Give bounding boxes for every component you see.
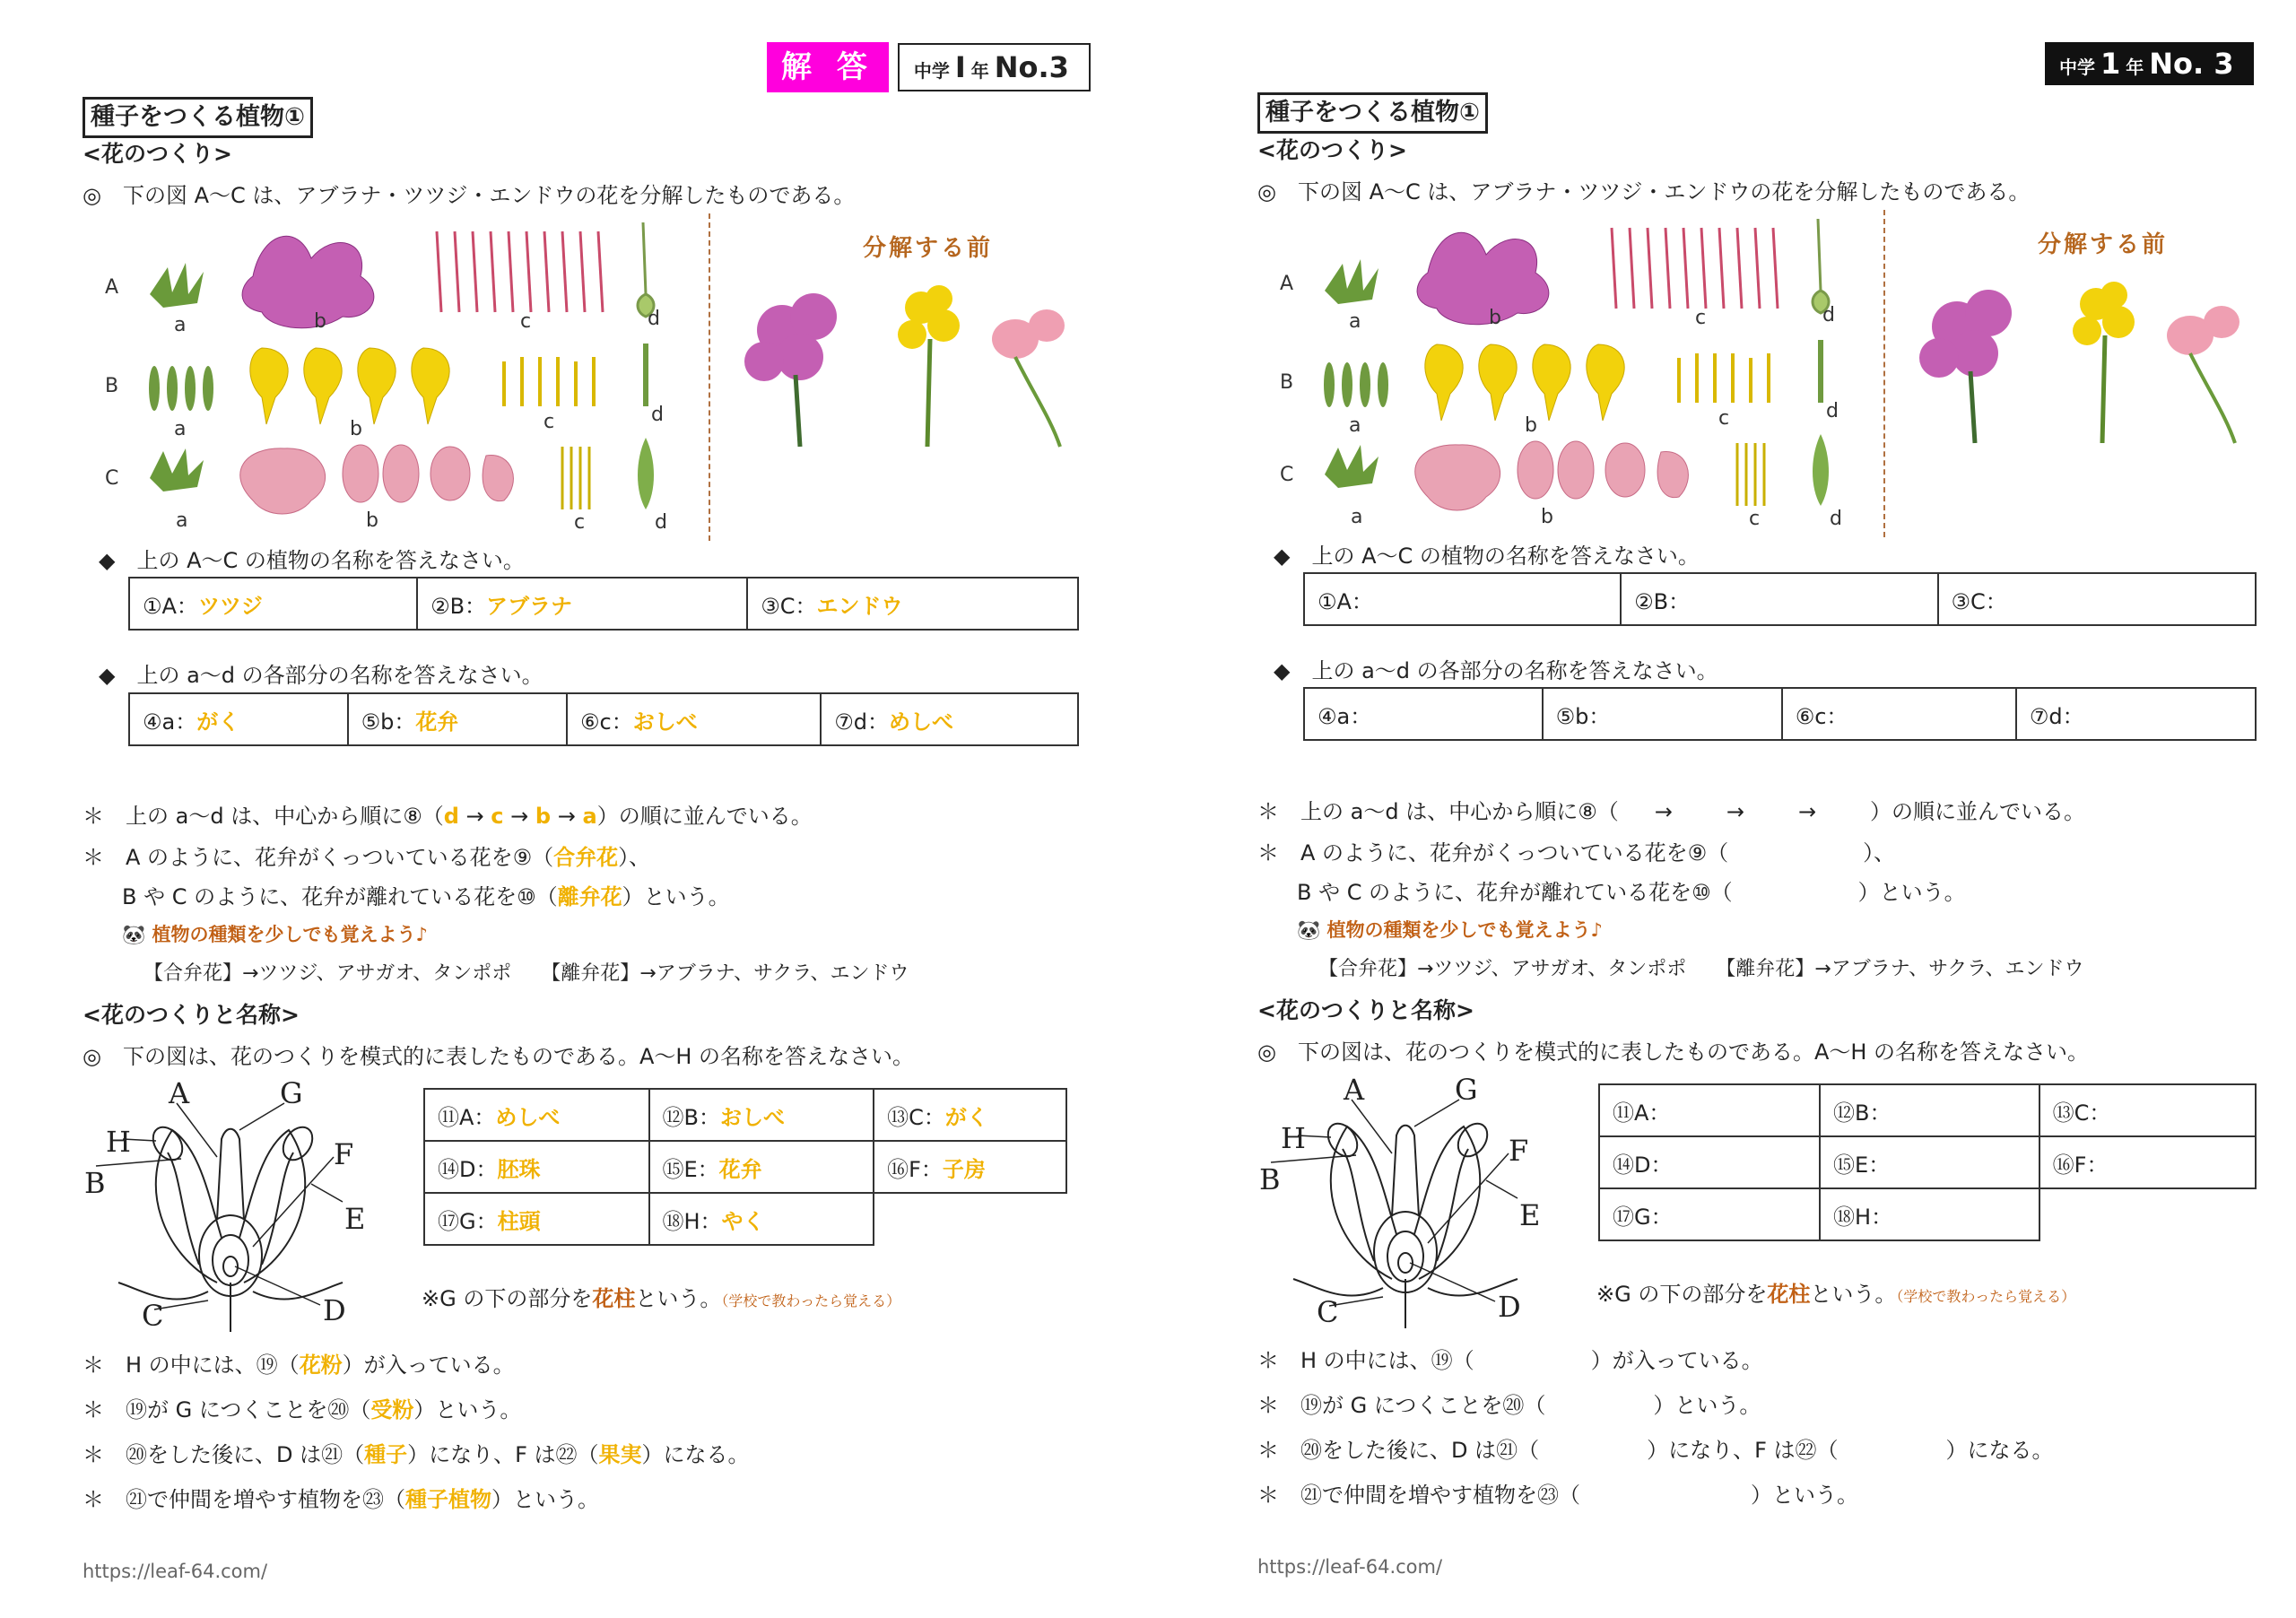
part-label-c: c xyxy=(544,411,555,433)
answer-input-cell[interactable]: ⑮E： xyxy=(1820,1136,2039,1188)
section-heading: <花のつくり> xyxy=(83,141,232,167)
statement-pollen: ＊ H の中には、⑲（ ）が入っている。 xyxy=(1257,1348,1763,1373)
worksheet-page xyxy=(1157,0,2296,1618)
part-label-c: c xyxy=(1749,508,1761,530)
part-label-b: b xyxy=(366,509,378,532)
label-b: B xyxy=(1259,1162,1281,1196)
flower-figure xyxy=(83,213,1105,541)
label-a: A xyxy=(169,1076,190,1110)
answer-cell: ⑱H：やく xyxy=(649,1193,874,1245)
part-label-b: b xyxy=(1541,506,1553,528)
question-1: ◆ 上の A～C の植物の名称を答えなさい。 xyxy=(1274,544,1700,569)
part-label-d: d xyxy=(1826,400,1839,422)
intro-text: ◎ 下の図 A～C は、アブラナ・ツツジ・エンドウの花を分解したものである。 xyxy=(83,183,856,208)
answer-cell: ①A：ツツジ xyxy=(129,578,417,630)
style-note: ※G の下の部分を花柱という。（学校で教わったら覚える） xyxy=(1596,1282,2076,1307)
answer-input-cell[interactable]: ⑯F： xyxy=(2039,1136,2256,1188)
answer-cell: ⑭D：胚珠 xyxy=(424,1141,649,1193)
grade-box xyxy=(898,43,1091,91)
part-label-b: b xyxy=(1525,414,1537,437)
statement-seed-plant: ＊ ㉑で仲間を増やす植物を㉓（種子植物）という。 xyxy=(83,1487,599,1512)
part-label-b: b xyxy=(1489,307,1501,329)
answer-cell: ⑪A：めしべ xyxy=(424,1089,649,1141)
part-label-a: a xyxy=(1349,414,1361,437)
row-c-parts xyxy=(150,438,654,514)
section-heading: <花のつくり> xyxy=(1257,137,1407,163)
part-label-c: c xyxy=(1718,407,1730,430)
grade-box xyxy=(2045,42,2254,85)
sheet-number: No.3 xyxy=(994,50,1069,84)
part-label-a: a xyxy=(1349,310,1361,333)
statement-order: ＊ 上の a～d は、中心から順に⑧（ → → → ）の順に並んでいる。 xyxy=(1257,799,2086,824)
structure-name-table xyxy=(1598,1083,2257,1241)
answer-cell: ④a：がく xyxy=(129,693,348,745)
plant-name-table xyxy=(1303,572,2257,626)
label-c: C xyxy=(1317,1295,1339,1329)
label-g: G xyxy=(280,1076,303,1110)
statement-pollen: ＊ H の中には、⑲（花粉）が入っている。 xyxy=(83,1353,515,1378)
figure-divider xyxy=(709,213,710,541)
structure-name-table xyxy=(423,1088,1067,1246)
sheet-number: No. 3 xyxy=(2149,47,2234,81)
before-label: 分解する前 xyxy=(2038,231,2169,258)
label-d: D xyxy=(323,1293,346,1327)
part-label-d: d xyxy=(1822,304,1835,326)
answer-input-cell[interactable]: ⑤b： xyxy=(1543,688,1782,740)
row-label-c: C xyxy=(105,467,119,490)
statement-gouben: ＊ A のように、花弁がくっついている花を⑨（合弁花）、 xyxy=(83,845,651,870)
row-b-parts xyxy=(1324,340,1821,421)
answer-cell: ⑯F：子房 xyxy=(874,1141,1066,1193)
part-label-a: a xyxy=(176,509,188,532)
part-label-d: d xyxy=(648,308,660,330)
label-e: E xyxy=(344,1202,366,1236)
row-a-parts xyxy=(1325,219,1829,325)
part-name-table xyxy=(128,692,1079,746)
answer-cell: ③C：エンドウ xyxy=(747,578,1078,630)
answer-input-cell[interactable]: ④a： xyxy=(1304,688,1543,740)
flower-structure-diagram xyxy=(83,1076,387,1336)
row-label-b: B xyxy=(1280,371,1294,394)
statement-seed-fruit: ＊ ⑳をした後に、D は㉑（ ）になり、F は㉒（ ）になる。 xyxy=(1257,1438,2054,1463)
part-label-d: d xyxy=(1830,508,1842,530)
row-label-a: A xyxy=(105,276,119,299)
answer-cell: ⑫B：おしべ xyxy=(649,1089,874,1141)
statement-riben: B や C のように、花弁が離れている花を⑩（離弁花）という。 xyxy=(122,884,730,909)
before-illustrations xyxy=(1919,282,2239,443)
statement-seed-fruit: ＊ ⑳をした後に、D は㉑（種子）になり、F は㉒（果実）になる。 xyxy=(83,1442,750,1467)
answer-cell: ⑥c：おしべ xyxy=(567,693,821,745)
part-label-b: b xyxy=(314,310,326,333)
before-label: 分解する前 xyxy=(863,235,994,262)
row-label-a: A xyxy=(1280,273,1294,295)
answer-cell: ②B：アブラナ xyxy=(417,578,747,630)
label-f: F xyxy=(334,1137,354,1171)
page-title: 種子をつくる植物① xyxy=(1257,92,1488,134)
statement-riben: B や C のように、花弁が離れている花を⑩（ ）という。 xyxy=(1297,880,1966,905)
flower-structure-diagram xyxy=(1257,1073,1562,1333)
answer-input-cell[interactable]: ③C： xyxy=(1938,573,2257,625)
answer-input-cell[interactable]: ⑪A： xyxy=(1599,1084,1820,1136)
grade-small: 中学 xyxy=(2059,57,2095,78)
answer-cell: ⑰G：柱頭 xyxy=(424,1193,649,1245)
answer-cell: ⑦d：めしべ xyxy=(821,693,1078,745)
part-label-c: c xyxy=(1695,307,1707,329)
row-label-b: B xyxy=(105,375,119,397)
label-h: H xyxy=(106,1125,131,1159)
answer-input-cell[interactable]: ②B： xyxy=(1621,573,1937,625)
label-f: F xyxy=(1509,1134,1529,1168)
answer-page xyxy=(0,0,1139,1618)
answer-input-cell[interactable]: ⑱H： xyxy=(1820,1188,2039,1240)
grade-year: 年 xyxy=(970,60,989,82)
part-name-table xyxy=(1303,687,2257,741)
footer-url: https://leaf-64.com/ xyxy=(83,1561,268,1582)
page-title: 種子をつくる植物① xyxy=(83,97,313,138)
grade-small: 中学 xyxy=(913,60,950,82)
label-c: C xyxy=(142,1299,164,1333)
row-label-c: C xyxy=(1280,464,1294,486)
answer-badge: 解 答 xyxy=(767,42,889,92)
empty-cell xyxy=(2039,1188,2256,1240)
intro-text: ◎ 下の図 A～C は、アブラナ・ツツジ・エンドウの花を分解したものである。 xyxy=(1257,179,2031,204)
tip-heading: 🐼 植物の種類を少しでも覚えよう♪ xyxy=(1297,919,1603,941)
statement-seed-plant: ＊ ㉑で仲間を増やす植物を㉓（ ）という。 xyxy=(1257,1483,1858,1508)
statement-gouben: ＊ A のように、花弁がくっついている花を⑨（ ）、 xyxy=(1257,840,1896,866)
style-note: ※G の下の部分を花柱という。（学校で教わったら覚える） xyxy=(422,1286,901,1311)
row-b-parts xyxy=(149,344,646,424)
tip-heading: 🐼 植物の種類を少しでも覚えよう♪ xyxy=(122,924,428,945)
empty-cell xyxy=(874,1193,1066,1245)
statement-pollination: ＊ ⑲が G につくことを⑳（ ）という。 xyxy=(1257,1393,1761,1418)
before-illustrations xyxy=(744,285,1065,447)
grade-year: 年 xyxy=(2126,57,2144,78)
tip-line: 【合弁花】→ツツジ、アサガオ、タンポポ 【離弁花】→アブラナ、サクラ、エンドウ xyxy=(1318,958,2084,980)
label-b: B xyxy=(84,1166,106,1200)
header-badges xyxy=(2045,39,2254,88)
section-heading-2: <花のつくりと名称> xyxy=(83,1002,300,1028)
part-label-c: c xyxy=(574,511,586,534)
part-label-a: a xyxy=(174,418,187,440)
answer-cell: ⑬C：がく xyxy=(874,1089,1066,1141)
part-label-d: d xyxy=(655,511,667,534)
answer-input-cell[interactable]: ⑫B： xyxy=(1820,1084,2039,1136)
answer-input-cell[interactable]: ⑭D： xyxy=(1599,1136,1820,1188)
answer-input-cell[interactable]: ①A： xyxy=(1304,573,1621,625)
part-label-d: d xyxy=(651,404,664,426)
figure-divider xyxy=(1883,210,1885,537)
part-label-a: a xyxy=(174,314,187,336)
answer-input-cell[interactable]: ⑬C： xyxy=(2039,1084,2256,1136)
section-heading-2: <花のつくりと名称> xyxy=(1257,997,1474,1023)
footer-url: https://leaf-64.com/ xyxy=(1257,1556,1443,1578)
row-a-parts xyxy=(150,222,654,328)
question-1: ◆ 上の A～C の植物の名称を答えなさい。 xyxy=(99,548,525,573)
header-badges xyxy=(767,43,1091,91)
question-2: ◆ 上の a～d の各部分の名称を答えなさい。 xyxy=(1274,658,1718,683)
question-2: ◆ 上の a～d の各部分の名称を答えなさい。 xyxy=(99,663,544,688)
part-label-b: b xyxy=(350,418,362,440)
intro-text-2: ◎ 下の図は、花のつくりを模式的に表したものである。A～H の名称を答えなさい。 xyxy=(1257,1040,2090,1065)
intro-text-2: ◎ 下の図は、花のつくりを模式的に表したものである。A～H の名称を答えなさい。 xyxy=(83,1044,915,1069)
grade-num: 1 xyxy=(2100,47,2121,81)
label-d: D xyxy=(1498,1290,1521,1324)
answer-input-cell[interactable]: ⑰G： xyxy=(1599,1188,1820,1240)
row-c-parts xyxy=(1325,434,1829,510)
answer-cell: ⑮E：花弁 xyxy=(649,1141,874,1193)
statement-order: ＊ 上の a～d は、中心から順に⑧（d → c → b → a）の順に並んでいる。 xyxy=(83,804,813,829)
answer-input-cell[interactable]: ⑥c： xyxy=(1782,688,2016,740)
answer-cell: ⑤b：花弁 xyxy=(348,693,567,745)
grade-num: Ⅰ xyxy=(954,50,966,84)
statement-pollination: ＊ ⑲が G につくことを⑳（受粉）という。 xyxy=(83,1397,522,1422)
label-h: H xyxy=(1281,1121,1306,1155)
tip-line: 【合弁花】→ツツジ、アサガオ、タンポポ 【離弁花】→アブラナ、サクラ、エンドウ xyxy=(144,962,909,985)
label-e: E xyxy=(1519,1198,1541,1232)
label-g: G xyxy=(1455,1073,1478,1107)
flower-figure xyxy=(1257,210,2280,537)
part-label-a: a xyxy=(1351,506,1363,528)
part-label-c: c xyxy=(520,310,532,333)
label-a: A xyxy=(1344,1073,1365,1107)
plant-name-table xyxy=(128,577,1079,631)
answer-input-cell[interactable]: ⑦d： xyxy=(2016,688,2256,740)
